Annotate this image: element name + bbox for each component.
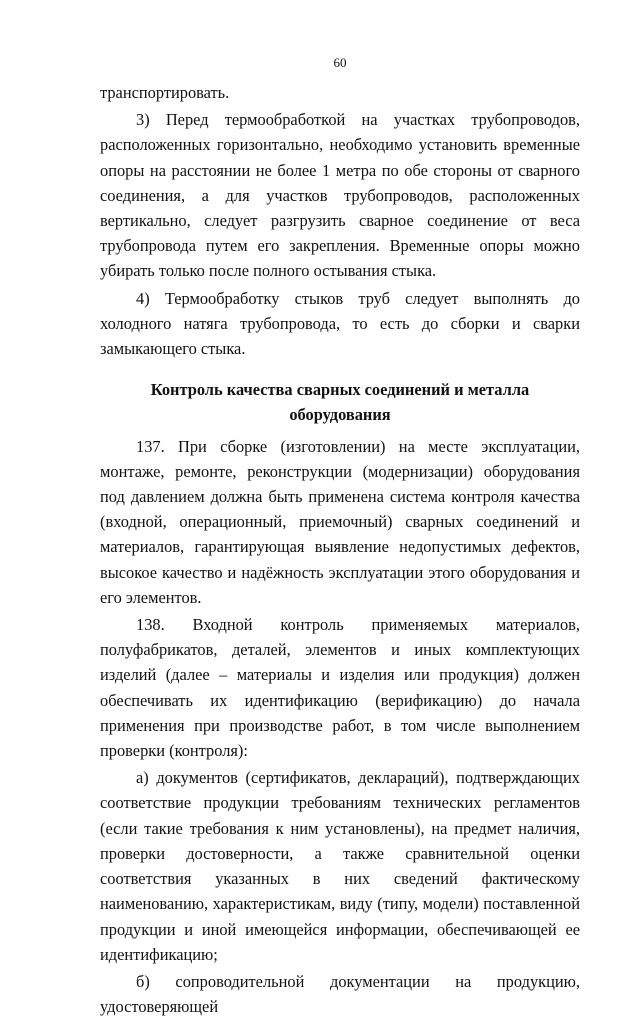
paragraph-item-4: 4) Термообработку стыков труб следует выполнять до холодного натяга трубопровода, то есть до сборки и сварки замыкающего стыка.: [100, 288, 580, 359]
document-body: [100, 80, 580, 1021]
paragraph-137: 137. При сборке (изготовлении) на месте эксплуатации, монтаже, ремонте, реконструкции (модернизации) оборудования под давлением должна быть применена система контроля качества (входной, операционный, приемочный) сварных соединений и материалов, гарантирующая выявление недопустимых дефектов, высокое качество и надёжность эксплуатации этого оборудования и его элементов.: [100, 436, 580, 607]
paragraph-138-b: б) сопроводительной документации на продукцию, удостоверяющей: [100, 971, 580, 1017]
paragraph-138-a: а) документов (сертификатов, деклараций), подтверждающих соответствие продукции требованиям технических регламентов (если такие требования к ним установлены), на предмет наличия, проверки достоверности, а также сравнительной оценки соответствия указанных в них сведений фактическому наименованию, характеристикам, виду (типу, модели) поставленной продукции и иной имеющейся информации, обеспечивающей ее идентификацию;: [100, 768, 580, 964]
paragraph-item-3: 3) Перед термообработкой на участках трубопроводов, расположенных горизонтально, необходимо установить временные опоры на расстоянии не более 1 метра по обе стороны от сварного соединения, а для участков трубопроводов, расположенных вертикально, следует разгрузить сварное соединение от веса трубопровода путем его закрепления. Временные опоры можно убирать только после полного остывания стыка.: [100, 110, 580, 281]
section-heading: Контроль качества сварных соединений и металла оборудования: [150, 380, 530, 425]
paragraph-138: 138. Входной контроль применяемых материалов, полуфабрикатов, деталей, элементов и иных комплектующих изделий (далее – материалы и изделия или продукция) должен обеспечивать их идентификацию (верификацию) до начала применения при производстве работ, в том числе выполнением проверки (контроля):: [100, 615, 580, 761]
paragraph-continuation: транспортировать.: [100, 83, 230, 102]
page-number: 60: [333, 55, 347, 70]
